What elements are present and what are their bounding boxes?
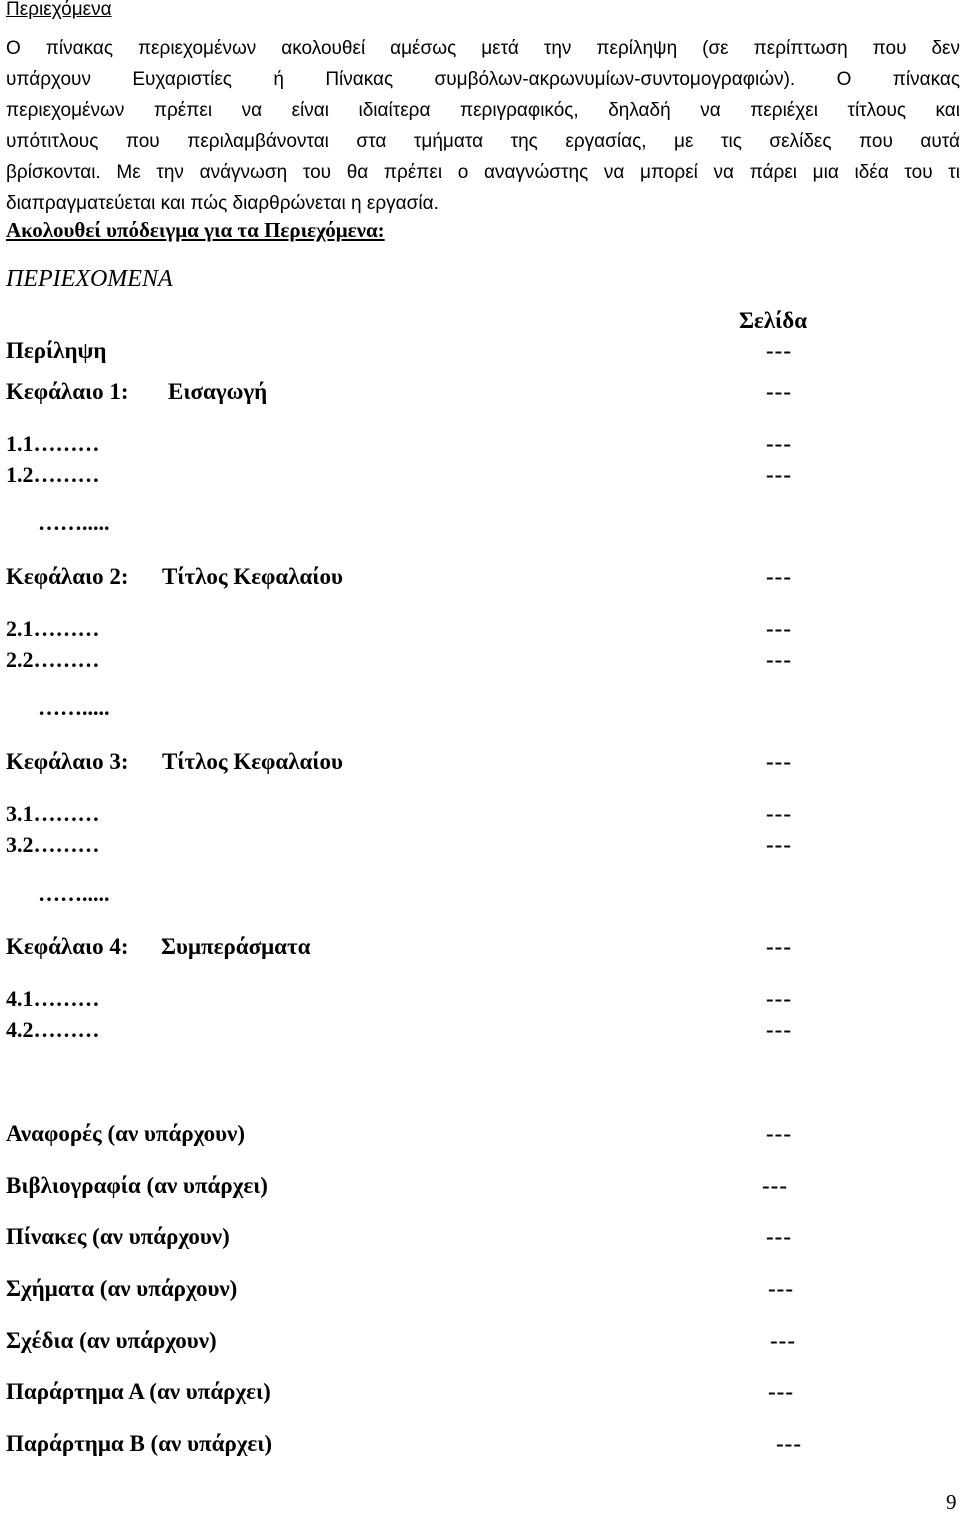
chapter-label: Κεφάλαιο 3: [6,749,129,774]
page-placeholder: --- [766,934,792,959]
page-placeholder: --- [766,801,792,826]
chapter-label: Κεφάλαιο 1: [6,379,129,404]
page-placeholder: --- [766,1121,792,1146]
page-column-label: Σελίδα [739,308,808,333]
continuation-ellipsis: ……..... [38,695,110,720]
subsection-entry: 3.2……… [6,832,100,857]
paragraph-line: βρίσκονται. Με την ανάγνωση του θα πρέπει ο αναγνώστης να μπορεί να πάρει μια ιδέα του τι [6,162,960,183]
subsection-entry: 2.1……… [6,616,100,641]
page-placeholder: --- [768,1379,794,1404]
continuation-ellipsis: ……..... [38,881,110,906]
paragraph-line: περιεχομένων πρέπει να είναι ιδιαίτερα περιγραφικός, δηλαδή να περιέχει τίτλους και [6,100,960,121]
paragraph-line: Ο πίνακας περιεχομένων ακολουθεί αμέσως μετά την περίληψη (σε περίπτωση που δεν [6,38,960,59]
toc-entry-tables: Πίνακες (αν υπάρχουν) [6,1224,230,1249]
page-placeholder: --- [766,379,792,404]
page-placeholder: --- [766,338,792,363]
page-placeholder: --- [766,749,792,774]
intro-paragraph [6,33,960,219]
page-placeholder: --- [766,564,792,589]
example-heading: Ακολουθεί υπόδειγμα για τα Περιεχόμενα: [6,218,385,242]
subsection-entry: 4.2……… [6,1017,100,1042]
page-placeholder: --- [770,1328,796,1353]
page-placeholder: --- [766,1224,792,1249]
page-placeholder: --- [766,462,792,487]
paragraph-line: υπάρχουν Ευχαριστίες ή Πίνακας συμβόλων-ακρωνυμίων-συντομογραφιών). Ο πίνακας [6,69,960,90]
toc-entry-drawings: Σχέδια (αν υπάρχουν) [6,1328,217,1353]
toc-entry-bibliography: Βιβλιογραφία (αν υπάρχει) [6,1173,268,1198]
chapter-label: Κεφάλαιο 4: [6,934,129,959]
chapter-title: Εισαγωγή [168,379,268,404]
page-placeholder: --- [766,431,792,456]
subsection-entry: 1.1……… [6,431,100,456]
toc-entry-references: Αναφορές (αν υπάρχουν) [6,1121,245,1146]
toc-title: ΠΕΡΙΕΧΟΜΕΝΑ [6,266,173,292]
chapter-title: Τίτλος Κεφαλαίου [162,564,343,589]
page-placeholder: --- [766,832,792,857]
continuation-ellipsis: ……..... [38,510,110,535]
page-placeholder: --- [766,986,792,1011]
page-placeholder: --- [768,1276,794,1301]
chapter-title: Συμπεράσματα [161,934,311,959]
page-number: 9 [946,1490,957,1514]
chapter-title: Τίτλος Κεφαλαίου [162,749,343,774]
page-placeholder: --- [766,1017,792,1042]
subsection-entry: 4.1……… [6,986,100,1011]
page-placeholder: --- [762,1173,788,1198]
toc-entry-summary: Περίληψη [6,338,107,363]
toc-entry-appendix-b: Παράρτημα Β (αν υπάρχει) [6,1431,273,1456]
toc-entry-appendix-a: Παράρτημα Α (αν υπάρχει) [6,1379,271,1404]
toc-entry-figures: Σχήματα (αν υπάρχουν) [6,1276,238,1301]
page-placeholder: --- [776,1431,802,1456]
subsection-entry: 3.1……… [6,801,100,826]
chapter-label: Κεφάλαιο 2: [6,564,129,589]
paragraph-line: υπότιτλους που περιλαμβάνονται στα τμήματα της εργασίας, με τις σελίδες που αυτά [6,131,960,152]
subsection-entry: 2.2……… [6,647,100,672]
page-placeholder: --- [766,647,792,672]
page-placeholder: --- [766,616,792,641]
section-heading: Περιεχόμενα [6,0,112,20]
paragraph-line: διαπραγματεύεται και πώς διαρθρώνεται η εργασία. [6,193,439,214]
subsection-entry: 1.2……… [6,462,100,487]
